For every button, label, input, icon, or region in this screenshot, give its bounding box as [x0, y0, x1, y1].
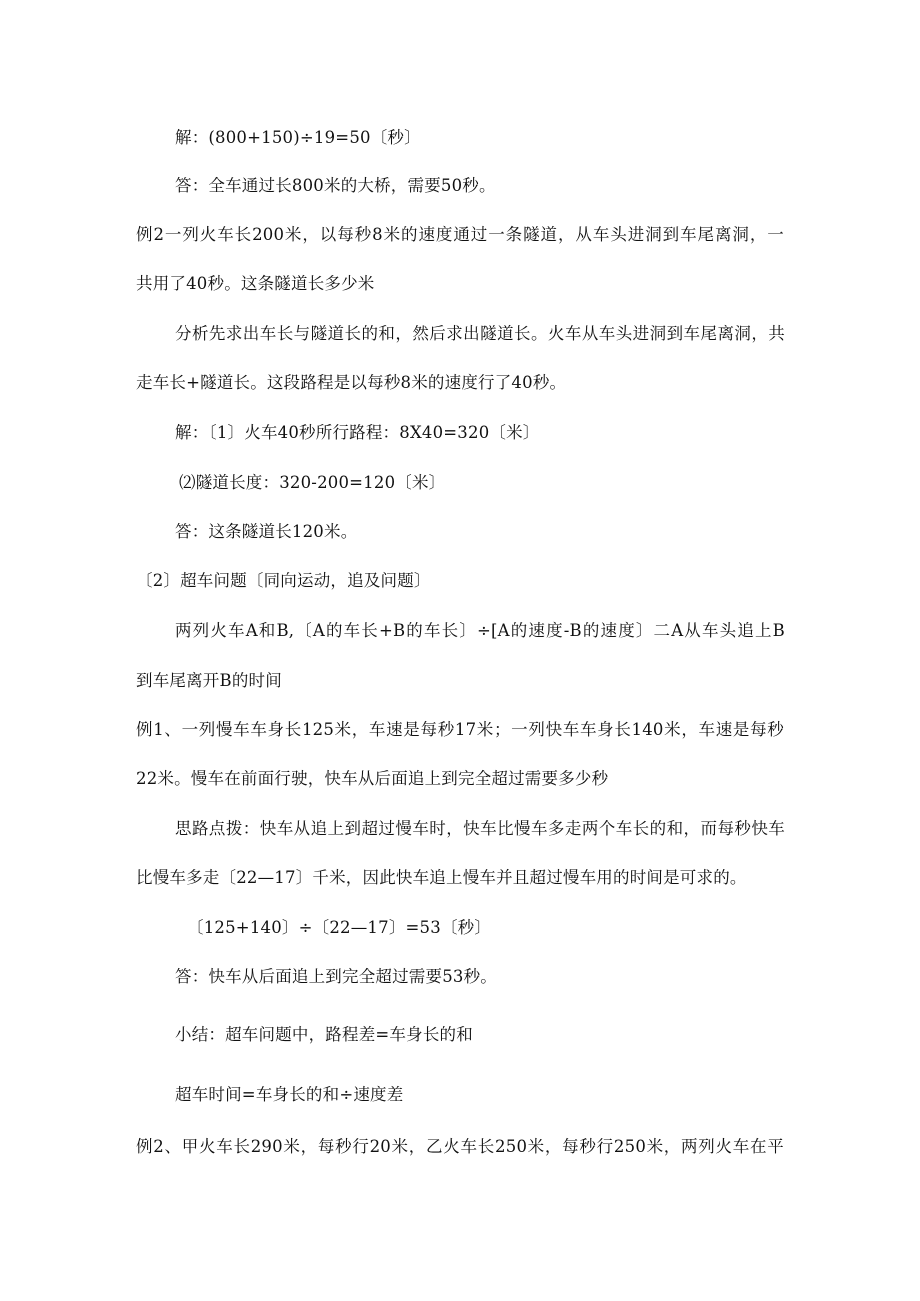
text-line-example-2-cont: 共用了40秒。这条隧道长多少米 — [136, 274, 375, 293]
text-line-solution-1: 解：(800+150)÷19=50〔秒〕 — [175, 128, 421, 147]
text-line-solution-2: 解：〔1〕火车40秒所行路程：8X40=320〔米〕 — [175, 423, 540, 442]
text-line-tunnel-length: ⑵隧道长度：320-200=120〔米〕 — [179, 473, 446, 492]
text-line-hint-cont: 比慢车多走〔22—17〕千米，因此快车追上慢车并且超过慢车用的时间是可求的。 — [136, 868, 747, 887]
text-line-summary-formula: 超车时间=车身长的和÷速度差 — [175, 1085, 404, 1104]
text-line-answer-3: 答：快车从后面追上到完全超过需要53秒。 — [175, 967, 497, 986]
text-line-hint: 思路点拨：快车从追上到超过慢车时，快车比慢车多走两个车长的和，而每秒快车 — [175, 819, 785, 838]
text-line-formula: 两列火车A和B,〔A的车长+B的车长〕÷[A的速度-B的速度〕二A从车头追上B — [175, 621, 785, 640]
text-line-analysis: 分析先求出车长与隧道长的和，然后求出隧道长。火车从车头进洞到车尾离洞，共 — [175, 324, 785, 343]
section-heading-overtaking: 〔2〕超车问题〔同向运动，追及问题〕 — [136, 571, 431, 590]
text-line-analysis-cont: 走车长+隧道长。这段路程是以每秒8米的速度行了40秒。 — [136, 373, 567, 392]
text-line-example-1: 例1、一列慢车车身长125米，车速是每秒17米；一列快车车身长140米，车速是每秒 — [136, 720, 784, 739]
text-line-example-1-cont: 22米。慢车在前面行驶，快车从后面追上到完全超过需要多少秒 — [136, 769, 609, 788]
text-line-formula-cont: 到车尾离开B的时间 — [136, 671, 282, 690]
text-line-example-2b: 例2、甲火车长290米，每秒行20米，乙火车长250米，每秒行250米，两列火车在平 — [136, 1137, 784, 1156]
text-line-summary: 小结：超车问题中，路程差=车身长的和 — [175, 1025, 473, 1044]
text-line-answer-1: 答：全车通过长800米的大桥，需要50秒。 — [175, 176, 496, 195]
text-line-calculation: 〔125+140〕÷〔22—17〕=53〔秒〕 — [187, 918, 492, 937]
text-line-answer-2: 答：这条隧道长120米。 — [175, 522, 358, 541]
text-line-example-2: 例2一列火车长200米，以每秒8米的速度通过一条隧道，从车头进洞到车尾离洞，一 — [136, 225, 784, 244]
